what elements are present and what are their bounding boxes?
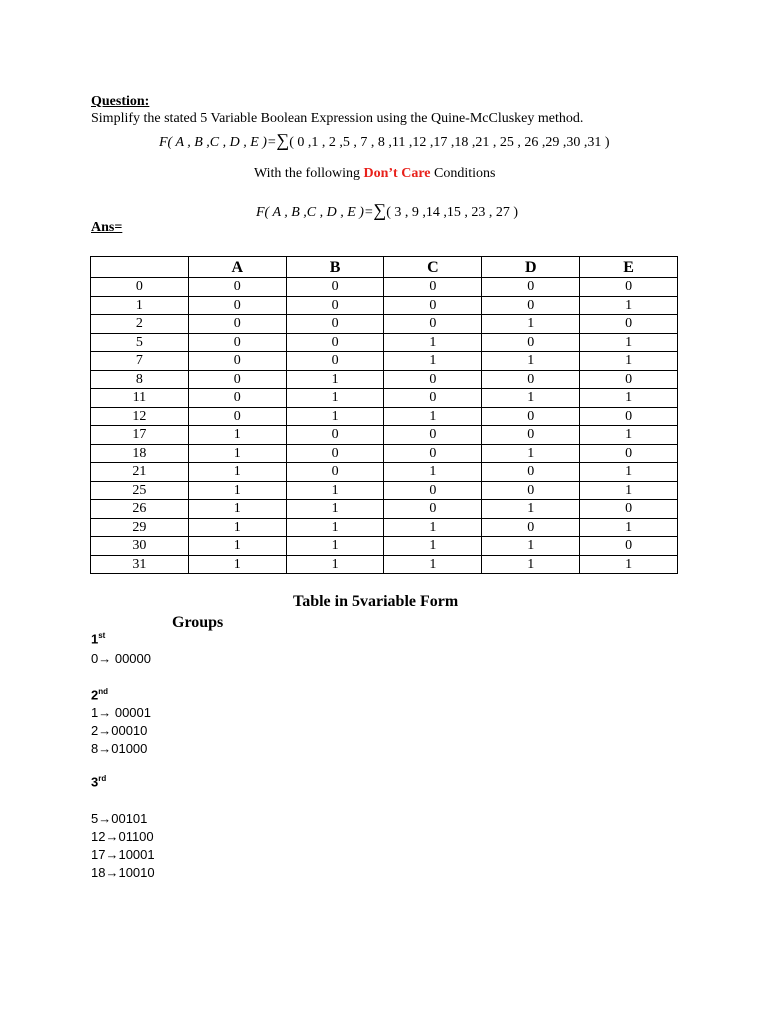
bit-cell: 1: [286, 389, 384, 408]
dont-care-label: Don’t Care: [363, 166, 431, 181]
table-row: [91, 370, 678, 389]
group-item: 12→01100: [91, 829, 154, 844]
table-row: [91, 426, 678, 445]
bit-cell: 1: [286, 537, 384, 556]
bit-cell: 0: [482, 407, 580, 426]
bit-cell: 0: [580, 444, 678, 463]
bit-cell: 0: [188, 407, 286, 426]
header-d: D: [482, 257, 580, 278]
header-a: A: [188, 257, 286, 278]
group-number: 3: [91, 774, 99, 790]
bit-cell: 0: [580, 537, 678, 556]
table-row: [91, 333, 678, 352]
bit-cell: 1: [482, 537, 580, 556]
bit-cell: 1: [188, 518, 286, 537]
bit-cell: 0: [580, 315, 678, 334]
table-row: [91, 315, 678, 334]
minterm-cell: 5: [91, 333, 189, 352]
bit-cell: 1: [188, 537, 286, 556]
truth-table: [90, 256, 678, 574]
bit-cell: 0: [580, 500, 678, 519]
table-body: [91, 278, 678, 574]
minterm-cell: 29: [91, 518, 189, 537]
bit-cell: 1: [482, 555, 580, 574]
bit-cell: 1: [384, 407, 482, 426]
bit-cell: 1: [580, 481, 678, 500]
bit-cell: 1: [580, 463, 678, 482]
bit-cell: 1: [188, 500, 286, 519]
bit-cell: 0: [384, 426, 482, 445]
group-heading: [91, 631, 105, 646]
header-c: C: [384, 257, 482, 278]
table-row: [91, 352, 678, 371]
table-row: [91, 296, 678, 315]
bit-cell: 0: [188, 278, 286, 297]
group-item: 1→ 00001: [91, 705, 151, 720]
answer-label: Ans=: [91, 220, 123, 235]
table-row: [91, 389, 678, 408]
question-text: Simplify the stated 5 Variable Boolean Expression using the Quine-McCluskey method.: [91, 111, 584, 126]
bit-cell: 1: [482, 500, 580, 519]
table-row: [91, 481, 678, 500]
bit-cell: 0: [580, 278, 678, 297]
bit-cell: 1: [188, 463, 286, 482]
group-item: 2→00010: [91, 723, 148, 738]
bit-cell: 0: [482, 463, 580, 482]
header-blank: [91, 257, 189, 278]
bit-cell: 1: [384, 555, 482, 574]
minterm-cell: 11: [91, 389, 189, 408]
bit-cell: 0: [286, 278, 384, 297]
bit-cell: 0: [482, 333, 580, 352]
group-ordinal: st: [98, 631, 106, 640]
bit-cell: 0: [286, 426, 384, 445]
bit-cell: 1: [580, 555, 678, 574]
bit-cell: 0: [286, 444, 384, 463]
bit-cell: 0: [286, 333, 384, 352]
dont-care-list: ( 3 , 9 ,14 ,15 , 23 , 27 ): [386, 205, 519, 220]
group-ordinal: nd: [98, 687, 109, 696]
bit-cell: 1: [384, 352, 482, 371]
bit-cell: 1: [580, 333, 678, 352]
bit-cell: 0: [384, 315, 482, 334]
table-row: [91, 537, 678, 556]
bit-cell: 0: [188, 389, 286, 408]
bit-cell: 1: [286, 370, 384, 389]
bit-cell: 0: [482, 481, 580, 500]
dont-care-lhs: F( A , B ,C , D , E )=: [256, 205, 374, 220]
minterm-cell: 8: [91, 370, 189, 389]
bit-cell: 1: [580, 518, 678, 537]
bit-cell: 0: [482, 370, 580, 389]
bit-cell: 0: [384, 389, 482, 408]
with-suffix: Conditions: [434, 166, 496, 181]
bit-cell: 0: [286, 296, 384, 315]
minterm-formula: [159, 130, 610, 151]
bit-cell: 0: [188, 352, 286, 371]
dont-care-intro: [254, 166, 495, 182]
bit-cell: 1: [286, 555, 384, 574]
table-caption: Table in 5variable Form: [293, 593, 459, 610]
bit-cell: 1: [580, 389, 678, 408]
bit-cell: 1: [286, 407, 384, 426]
bit-cell: 1: [482, 352, 580, 371]
minterm-cell: 2: [91, 315, 189, 334]
question-heading: Question:: [91, 94, 150, 109]
minterm-cell: 18: [91, 444, 189, 463]
bit-cell: 1: [482, 444, 580, 463]
bit-cell: 1: [580, 296, 678, 315]
bit-cell: 0: [188, 370, 286, 389]
bit-cell: 0: [482, 296, 580, 315]
table-row: [91, 407, 678, 426]
minterm-cell: 26: [91, 500, 189, 519]
bit-cell: 1: [188, 426, 286, 445]
group-heading: [91, 774, 106, 789]
groups-title: Groups: [172, 614, 224, 631]
bit-cell: 1: [482, 389, 580, 408]
with-prefix: With the following: [254, 166, 360, 181]
group-item: 17→10001: [91, 847, 155, 862]
bit-cell: 0: [188, 333, 286, 352]
bit-cell: 1: [580, 426, 678, 445]
minterm-list: ( 0 ,1 , 2 ,5 , 7 , 8 ,11 ,12 ,17 ,18 ,21 , 25 , 26 ,29 ,30 ,31 ): [289, 135, 610, 150]
minterm-cell: 30: [91, 537, 189, 556]
bit-cell: 0: [580, 370, 678, 389]
group-item: 0→ 00000: [91, 651, 151, 666]
bit-cell: 0: [188, 296, 286, 315]
table-row: [91, 444, 678, 463]
minterm-cell: 0: [91, 278, 189, 297]
group-heading: [91, 687, 108, 702]
header-e: E: [580, 257, 678, 278]
minterm-cell: 17: [91, 426, 189, 445]
header-b: B: [286, 257, 384, 278]
group-item: 18→10010: [91, 865, 155, 880]
bit-cell: 0: [384, 500, 482, 519]
sigma-symbol: ∑: [276, 130, 290, 150]
minterm-cell: 1: [91, 296, 189, 315]
bit-cell: 0: [286, 463, 384, 482]
bit-cell: 0: [384, 444, 482, 463]
bit-cell: 0: [384, 370, 482, 389]
bit-cell: 1: [384, 463, 482, 482]
group-item: 8→01000: [91, 741, 148, 756]
formula-lhs: F( A , B ,C , D , E )=: [159, 135, 277, 150]
table-row: [91, 518, 678, 537]
bit-cell: 0: [384, 296, 482, 315]
bit-cell: 1: [286, 481, 384, 500]
minterm-cell: 25: [91, 481, 189, 500]
bit-cell: 0: [286, 315, 384, 334]
bit-cell: 1: [188, 444, 286, 463]
table-header-row: [91, 257, 678, 278]
bit-cell: 1: [384, 333, 482, 352]
minterm-cell: 7: [91, 352, 189, 371]
group-number: 2: [91, 687, 99, 703]
bit-cell: 0: [482, 518, 580, 537]
dont-care-formula: [256, 200, 518, 221]
table-row: [91, 278, 678, 297]
bit-cell: 1: [188, 555, 286, 574]
bit-cell: 0: [384, 278, 482, 297]
sigma-symbol: ∑: [373, 200, 387, 220]
minterm-cell: 31: [91, 555, 189, 574]
bit-cell: 1: [482, 315, 580, 334]
table-row: [91, 500, 678, 519]
bit-cell: 1: [384, 518, 482, 537]
bit-cell: 1: [580, 352, 678, 371]
bit-cell: 0: [384, 481, 482, 500]
minterm-cell: 12: [91, 407, 189, 426]
bit-cell: 1: [188, 481, 286, 500]
bit-cell: 0: [482, 278, 580, 297]
bit-cell: 0: [482, 426, 580, 445]
bit-cell: 1: [286, 500, 384, 519]
bit-cell: 0: [188, 315, 286, 334]
group-ordinal: rd: [98, 774, 107, 783]
group-number: 1: [91, 631, 99, 647]
bit-cell: 1: [286, 518, 384, 537]
bit-cell: 1: [384, 537, 482, 556]
table-row: [91, 463, 678, 482]
bit-cell: 0: [286, 352, 384, 371]
minterm-cell: 21: [91, 463, 189, 482]
table-row: [91, 555, 678, 574]
bit-cell: 0: [580, 407, 678, 426]
group-item: 5→00101: [91, 811, 148, 826]
